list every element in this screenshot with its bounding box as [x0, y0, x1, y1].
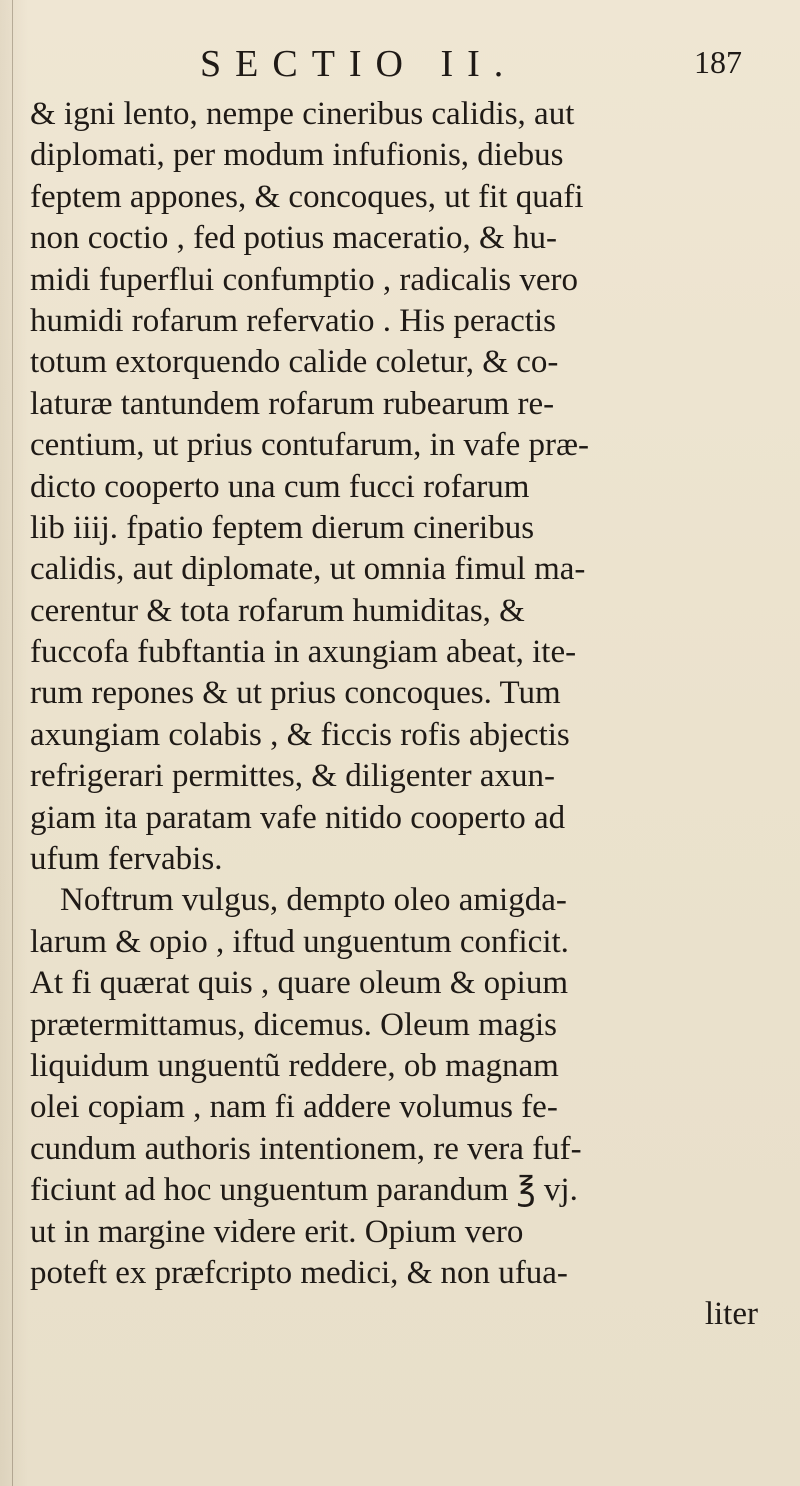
- text-line: cerentur & tota rofarum humiditas, &: [30, 592, 525, 629]
- body-text: [30, 94, 778, 1336]
- text-line: centium, ut prius contufarum, in vafe præ-: [30, 427, 590, 464]
- text-line: cundum authoris intentionem, re vera fuf-: [30, 1130, 582, 1167]
- text-line: olei copiam , nam fi addere volumus fe-: [30, 1089, 558, 1126]
- text-line: ufum fervabis.: [30, 841, 223, 878]
- text-line: non coctio , fed potius maceratio, & hu-: [30, 220, 557, 257]
- text-line: giam ita paratam vafe nitido cooperto ad: [30, 799, 566, 836]
- text-line: laturæ tantundem rofarum rubearum re-: [30, 385, 555, 422]
- text-line: totum extorquendo calide coletur, & co-: [30, 344, 559, 381]
- text-line: dicto cooperto una cum fucci rofarum: [30, 468, 530, 505]
- text-line: prætermittamus, dicemus. Oleum magis: [30, 1006, 558, 1043]
- text-line: humidi rofarum refervatio . His peractis: [30, 302, 556, 339]
- text-line: lib iiij. fpatio feptem dierum cineribus: [30, 509, 535, 546]
- text-line: refrigerari permittes, & diligenter axun-: [30, 758, 556, 795]
- text-line: poteft ex præfcripto medici, & non ufua-: [30, 1254, 568, 1291]
- page-number: 187: [694, 44, 742, 80]
- page-header: [0, 42, 800, 92]
- text-line: feptem appones, & concoques, ut fit quafi: [30, 178, 584, 215]
- text-line: diplomati, per modum infufionis, diebus: [30, 137, 564, 174]
- text-line: fuccofa fubftantia in axungiam abeat, ite-: [30, 634, 577, 671]
- text-line: axungiam colabis , & ficcis rofis abjectis: [30, 716, 570, 753]
- text-line: liquidum unguentũ reddere, ob magnam: [30, 1047, 559, 1084]
- text-line: midi fuperflui confumptio , radicalis vero: [30, 261, 579, 298]
- running-head: SECTIO II.: [200, 43, 518, 85]
- text-line: ficiunt ad hoc unguentum parandum ℥ vj.: [30, 1172, 578, 1209]
- text-line: ut in margine videre erit. Opium vero: [30, 1213, 524, 1250]
- page-gutter-edge: [12, 0, 13, 1486]
- text-line: calidis, aut diplomate, ut omnia fimul ma-: [30, 551, 586, 588]
- catchword: liter: [704, 1296, 758, 1333]
- paragraph-start-line: Noftrum vulgus, dempto oleo amigda-: [60, 882, 567, 919]
- text-line: rum repones & ut prius concoques. Tum: [30, 675, 561, 712]
- text-line: & igni lento, nempe cineribus calidis, aut: [30, 96, 575, 132]
- text-line: At fi quærat quis , quare oleum & opium: [30, 965, 569, 1002]
- text-line: larum & opio , iftud unguentum conficit.: [30, 923, 569, 960]
